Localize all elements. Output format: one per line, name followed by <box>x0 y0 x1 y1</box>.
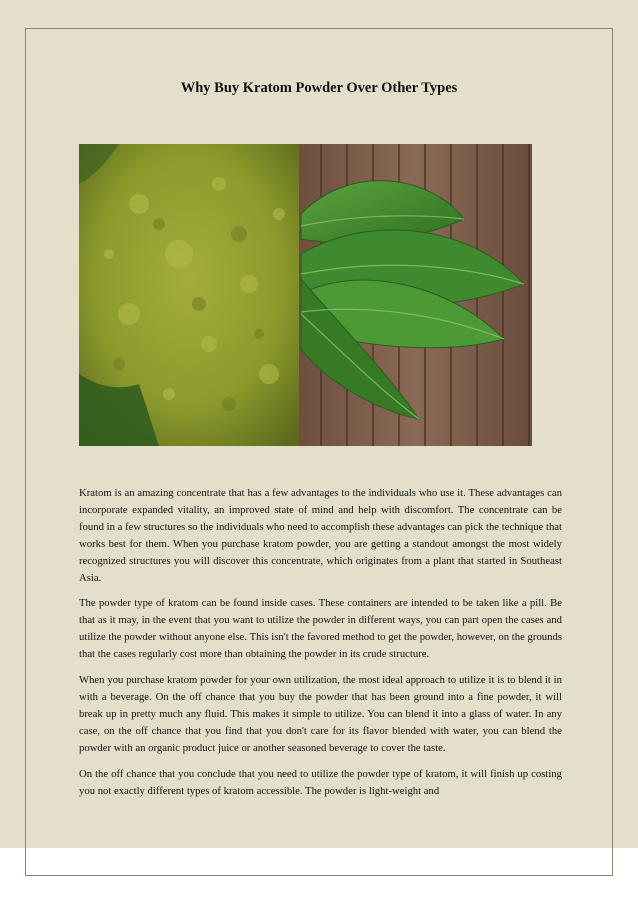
kratom-powder-photo <box>79 144 299 446</box>
kratom-powder-and-leaves-image <box>79 144 532 446</box>
paragraph: When you purchase kratom powder for your own utilization, the most ideal approach to utilize it is to blend it in with a beverage. On the off chance that you buy the powder that has been ground into a fine powder, it will break up in pretty much any fluid. This makes it simple to utilize. You can blend it into a glass of water. In any case, on the off chance that you find that you don't care for its flavor blended with water, you can blend the powder with an organic product juice or another seasoned beverage to cover the taste. <box>79 674 562 754</box>
paragraph: Kratom is an amazing concentrate that has a few advantages to the individuals who use it. These advantages can incorporate expanded vitality, an improved state of mind and help with discomfort. The concentrate can be found in a few structures so the individuals who need to accomplish these advantages can pick the technique that works best for them. When you purchase kratom powder, you are getting a standout amongst the most widely recognized structures you will discover this concentrate, which originates from a plant that started in Southeast Asia. <box>79 487 562 584</box>
paragraph: On the off chance that you conclude that you need to utilize the powder type of kratom, it will finish up costing you not exactly different types of kratom accessible. The powder is light-weight and <box>79 767 562 797</box>
kratom-leaves-photo <box>299 144 532 446</box>
paragraph: The powder type of kratom can be found inside cases. These containers are intended to be taken like a pill. Be that as it may, in the event that you want to utilize the powder in different ways, you can part open the cases and utilize the powder without anyone else. This isn't the favored method to get the powder, however, on the grounds that the cases regularly cost more than obtaining the powder in its crude structure. <box>79 597 562 661</box>
article-body <box>79 485 562 808</box>
page-title: Why Buy Kratom Powder Over Other Types <box>180 80 458 96</box>
